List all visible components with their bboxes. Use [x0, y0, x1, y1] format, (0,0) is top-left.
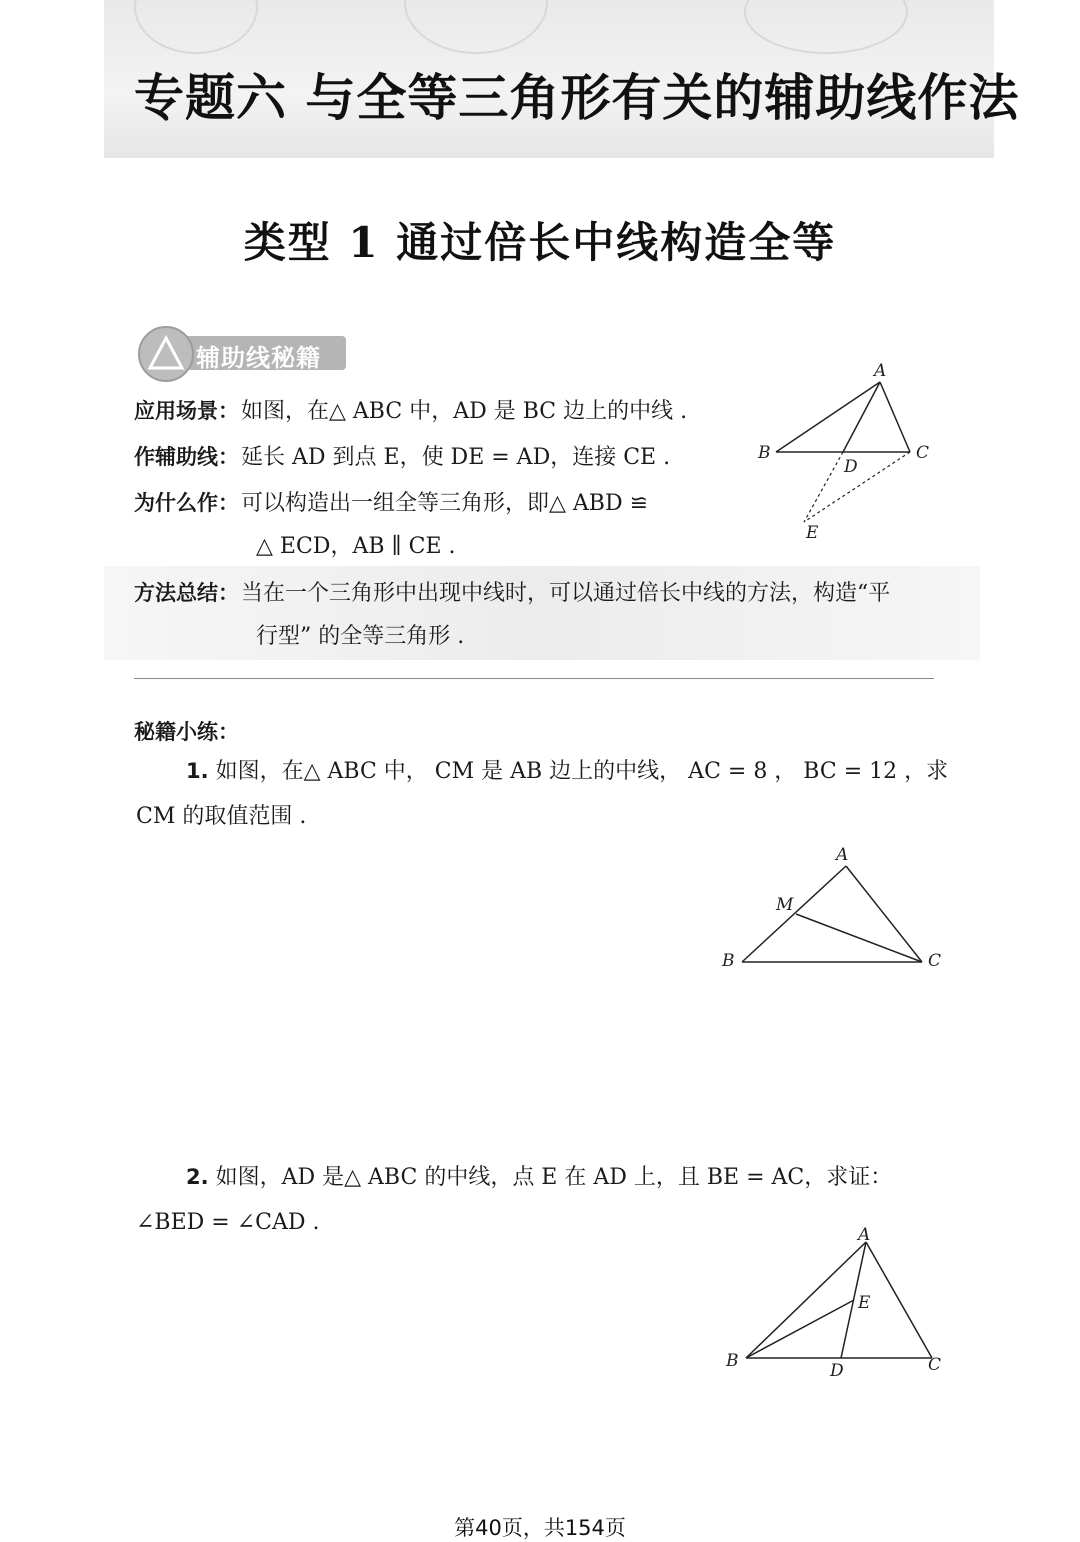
label-b: B — [758, 443, 771, 463]
tip-why — [134, 488, 648, 519]
label-b: B — [726, 1351, 739, 1371]
problem-number: 1. — [186, 759, 209, 783]
problem-number: 2. — [186, 1165, 209, 1189]
label-a: A — [874, 361, 887, 381]
problem-2-line-2: ∠BED = ∠CAD . — [136, 1210, 320, 1235]
tip-scene — [134, 396, 687, 427]
label-d: D — [844, 457, 858, 477]
segment-be — [746, 1300, 854, 1358]
label-a: A — [858, 1225, 871, 1245]
figure-problem-1 — [720, 846, 950, 976]
label-e: E — [858, 1293, 871, 1313]
label-c: C — [916, 443, 930, 463]
section-title: 类型 1 通过倍长中线构造全等 — [243, 218, 837, 267]
page-title: 专题六 与全等三角形有关的辅助线作法 — [134, 69, 1020, 127]
label-d: D — [830, 1361, 844, 1381]
problem-1-line-2: CM 的取值范围 . — [136, 804, 307, 829]
label-b: B — [722, 951, 735, 971]
problem-text: 如图，在△ ABC 中， CM 是 AB 边上的中线， AC = 8 ， BC = 12 ，求 — [215, 759, 949, 784]
tip-label: 为什么作： — [134, 491, 239, 515]
label-c: C — [928, 951, 942, 971]
problem-1-line-1 — [186, 756, 948, 787]
section-divider — [134, 678, 934, 679]
tip-text: 延长 AD 到点 E，使 DE = AD，连接 CE . — [241, 445, 671, 470]
tip-summary — [134, 578, 890, 609]
tip-draw — [134, 442, 670, 473]
figure-median-extension — [750, 360, 950, 550]
tip-label: 应用场景： — [134, 399, 239, 423]
problem-text: 如图，AD 是△ ABC 的中线，点 E 在 AD 上，且 BE = AC，求证： — [215, 1165, 893, 1190]
decor-swirl — [404, 0, 548, 54]
tip-summary-cont: 行型” 的全等三角形 . — [256, 624, 465, 649]
segment-ac — [880, 382, 910, 452]
segment-de-dashed — [804, 452, 843, 522]
label-c: C — [928, 1355, 942, 1375]
segment-ab — [746, 1242, 866, 1358]
label-m: M — [776, 895, 794, 915]
segment-ac — [866, 1242, 932, 1358]
badge-label: 辅助线秘籍 — [196, 344, 321, 372]
figure-problem-2 — [722, 1225, 952, 1388]
segment-ad — [843, 382, 880, 452]
tip-text: 如图，在△ ABC 中，AD 是 BC 边上的中线 . — [241, 399, 688, 424]
practice-label: 秘籍小练： — [134, 720, 239, 744]
label-a: A — [836, 845, 849, 865]
triangle-icon — [138, 326, 194, 382]
segment-ab — [742, 866, 846, 962]
tip-label: 作辅助线： — [134, 445, 239, 469]
tip-text: 当在一个三角形中出现中线时，可以通过倍长中线的方法，构造“平 — [241, 581, 891, 606]
decor-swirl — [134, 0, 258, 54]
segment-ab — [776, 382, 880, 452]
tip-why-cont: △ ECD，AB ∥ CE . — [256, 534, 456, 559]
tip-label: 方法总结： — [134, 581, 239, 605]
problem-2-line-1 — [186, 1162, 892, 1193]
tip-text: 可以构造出一组全等三角形，即△ ABD ≌ — [241, 491, 649, 516]
page-number: 第40页，共154页 — [454, 1516, 626, 1540]
tips-badge — [134, 322, 354, 382]
decor-swirl — [744, 0, 908, 54]
label-e: E — [806, 523, 819, 543]
